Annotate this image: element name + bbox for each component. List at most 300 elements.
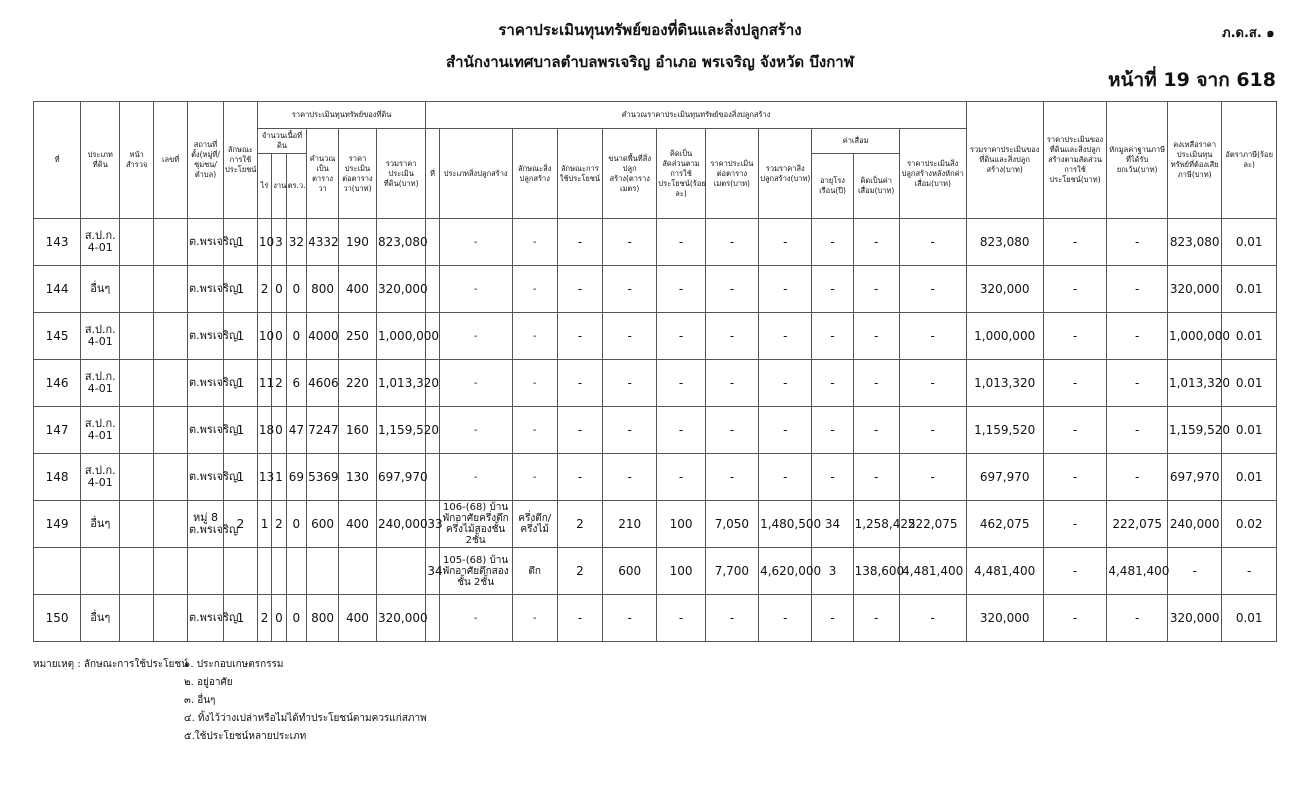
cell-bldg-total: - bbox=[759, 595, 812, 642]
cell-land-total bbox=[376, 548, 425, 595]
cell-usage: 2 bbox=[223, 501, 257, 548]
cell-dep: 1,258,425 bbox=[853, 501, 899, 548]
cell-bldg-type: - bbox=[439, 360, 512, 407]
cell-ngan: 0 bbox=[272, 595, 286, 642]
col-usage-pct: คิดเป็นสัดส่วนตามการใช้ประโยชน์(ร้อยละ) bbox=[657, 129, 705, 219]
cell-bldg-usage: - bbox=[557, 454, 602, 501]
col-tax-rate: อัตราภาษี(ร้อยละ) bbox=[1222, 102, 1277, 219]
cell-bldg-area: 600 bbox=[602, 548, 656, 595]
note-item: ๔. ทิ้งไว้ว่างเปล่าหรือไม่ได้ทำประโยชน์ตามควรแก่สภาพ bbox=[184, 713, 427, 724]
note-item: ๒. อยู่อาศัย bbox=[184, 677, 233, 688]
cell-rate: 0.01 bbox=[1222, 407, 1277, 454]
cell-age: - bbox=[812, 313, 853, 360]
cell-ngan: 0 bbox=[272, 266, 286, 313]
cell-proportional: - bbox=[1043, 219, 1107, 266]
cell-bldg-area: - bbox=[602, 219, 656, 266]
cell-rai: 10 bbox=[257, 219, 271, 266]
col-land-total: รวมราคาประเมินที่ดิน(บาท) bbox=[376, 129, 425, 219]
cell-land-total: 823,080 bbox=[376, 219, 425, 266]
group-land-assessment: ราคาประเมินทุนทรัพย์ของที่ดิน bbox=[257, 102, 425, 129]
cell-bldg-area: - bbox=[602, 313, 656, 360]
cell-bldg-type: - bbox=[439, 454, 512, 501]
cell-deduction: - bbox=[1107, 266, 1168, 313]
cell-no: 143 bbox=[34, 219, 81, 266]
cell-sqwa: 69 bbox=[286, 454, 307, 501]
cell-price-sqm: 7,050 bbox=[705, 501, 758, 548]
cell-bldg-usage: - bbox=[557, 595, 602, 642]
cell-usage-pct: - bbox=[657, 595, 705, 642]
cell-bldg-kind: - bbox=[512, 266, 557, 313]
cell-dep: - bbox=[853, 219, 899, 266]
cell-remaining: 1,013,320 bbox=[1167, 360, 1221, 407]
note-item: ๑. ประกอบเกษตรกรรม bbox=[184, 659, 284, 670]
cell-price-sqm: - bbox=[705, 219, 758, 266]
cell-sqwa: 0 bbox=[286, 266, 307, 313]
cell-usage-pct: - bbox=[657, 219, 705, 266]
table-row bbox=[34, 266, 1277, 313]
col-bldg-after-dep: ราคาประเมินสิ่งปลูกสร้างหลังหักค่าเสื่อม(บาท) bbox=[899, 129, 966, 219]
cell-usage: 1 bbox=[223, 313, 257, 360]
cell-bldg-total: 4,620,000 bbox=[759, 548, 812, 595]
cell-bldg-total: 1,480,500 bbox=[759, 501, 812, 548]
cell-price: 400 bbox=[338, 595, 376, 642]
cell-survey-page bbox=[120, 595, 154, 642]
cell-sqwa-total: 7247 bbox=[307, 407, 339, 454]
cell-deduction: 4,481,400 bbox=[1107, 548, 1168, 595]
cell-bldg-usage: - bbox=[557, 266, 602, 313]
cell-bldg-area: - bbox=[602, 266, 656, 313]
cell-usage: 1 bbox=[223, 595, 257, 642]
form-code: ภ.ด.ส. ๑ bbox=[1222, 26, 1275, 41]
cell-price: 130 bbox=[338, 454, 376, 501]
cell-survey-page bbox=[120, 501, 154, 548]
cell-age: - bbox=[812, 407, 853, 454]
cell-rai: 13 bbox=[257, 454, 271, 501]
col-number: เลขที่ bbox=[154, 102, 188, 219]
cell-deduction: - bbox=[1107, 313, 1168, 360]
cell-number bbox=[154, 501, 188, 548]
cell-usage-pct: 100 bbox=[657, 548, 705, 595]
col-location: สถานที่ตั้ง(หมู่ที่/ชุมชน/ตำบล) bbox=[188, 102, 224, 219]
cell-land-type: ส.ป.ก. 4-01 bbox=[81, 360, 120, 407]
cell-location: ต.พรเจริญ bbox=[188, 360, 224, 407]
cell-bldg-usage: - bbox=[557, 360, 602, 407]
cell-land-type: อื่นๆ bbox=[81, 501, 120, 548]
cell-after-dep: - bbox=[899, 407, 966, 454]
table-row bbox=[34, 595, 1277, 642]
cell-land-type: ส.ป.ก. 4-01 bbox=[81, 313, 120, 360]
cell-bldg-usage: 2 bbox=[557, 501, 602, 548]
cell-rai: 11 bbox=[257, 360, 271, 407]
cell-location: ต.พรเจริญ bbox=[188, 407, 224, 454]
cell-after-dep: 222,075 bbox=[899, 501, 966, 548]
cell-after-dep: - bbox=[899, 266, 966, 313]
cell-bldg-kind: - bbox=[512, 360, 557, 407]
cell-price-sqm: - bbox=[705, 266, 758, 313]
cell-bldg-total: - bbox=[759, 360, 812, 407]
cell-number bbox=[154, 454, 188, 501]
cell-rate: 0.01 bbox=[1222, 454, 1277, 501]
cell-remaining: 320,000 bbox=[1167, 266, 1221, 313]
cell-rai: 10 bbox=[257, 313, 271, 360]
cell-after-dep: - bbox=[899, 595, 966, 642]
cell-sqwa: 0 bbox=[286, 501, 307, 548]
cell-survey-page bbox=[120, 219, 154, 266]
col-ngan: งาน bbox=[272, 154, 286, 219]
note-item: ๓. อื่นๆ bbox=[184, 695, 216, 706]
cell-age: 3 bbox=[812, 548, 853, 595]
cell-bldg-kind: - bbox=[512, 454, 557, 501]
cell-proportional: - bbox=[1043, 595, 1107, 642]
cell-number bbox=[154, 407, 188, 454]
cell-bldg-area: - bbox=[602, 454, 656, 501]
document-title: ราคาประเมินทุนทรัพย์ของที่ดินและสิ่งปลูกสร้าง bbox=[498, 21, 802, 39]
cell-number bbox=[154, 360, 188, 407]
cell-land-type bbox=[81, 548, 120, 595]
cell-land-total: 1,000,000 bbox=[376, 313, 425, 360]
cell-price: 250 bbox=[338, 313, 376, 360]
cell-number bbox=[154, 219, 188, 266]
cell-number bbox=[154, 266, 188, 313]
table-row bbox=[34, 219, 1277, 266]
cell-usage: 1 bbox=[223, 360, 257, 407]
cell-deduction: 222,075 bbox=[1107, 501, 1168, 548]
cell-sqwa bbox=[286, 548, 307, 595]
cell-sqwa: 6 bbox=[286, 360, 307, 407]
cell-location: ต.พรเจริญ bbox=[188, 219, 224, 266]
cell-remaining: 1,159,520 bbox=[1167, 407, 1221, 454]
notes-list bbox=[184, 656, 427, 746]
cell-grand-total: 320,000 bbox=[966, 595, 1043, 642]
table-row bbox=[34, 454, 1277, 501]
cell-proportional: - bbox=[1043, 360, 1107, 407]
cell-price: 160 bbox=[338, 407, 376, 454]
cell-sqwa-total bbox=[307, 548, 339, 595]
cell-after-dep: - bbox=[899, 219, 966, 266]
cell-ngan: 3 bbox=[272, 219, 286, 266]
cell-bldg-area: 210 bbox=[602, 501, 656, 548]
cell-price-sqm: - bbox=[705, 313, 758, 360]
cell-age: - bbox=[812, 360, 853, 407]
cell-location: ต.พรเจริญ bbox=[188, 313, 224, 360]
cell-remaining: 1,000,000 bbox=[1167, 313, 1221, 360]
col-bldg-kind: ลักษณะสิ่งปลูกสร้าง bbox=[512, 129, 557, 219]
cell-proportional: - bbox=[1043, 548, 1107, 595]
group-depreciation: ค่าเสื่อม bbox=[812, 129, 899, 154]
cell-sqwa-total: 4332 bbox=[307, 219, 339, 266]
col-price-per-sqwa: ราคาประเมินต่อตารางวา(บาท) bbox=[338, 129, 376, 219]
cell-usage bbox=[223, 548, 257, 595]
cell-usage-pct: - bbox=[657, 360, 705, 407]
cell-land-type: อื่นๆ bbox=[81, 266, 120, 313]
cell-price-sqm: - bbox=[705, 360, 758, 407]
cell-dep: - bbox=[853, 595, 899, 642]
cell-bldg-total: - bbox=[759, 407, 812, 454]
cell-bldg-kind: - bbox=[512, 595, 557, 642]
col-deduction: หักมูลค่าฐานภาษีที่ได้รับยกเว้น(บาท) bbox=[1107, 102, 1168, 219]
cell-age: - bbox=[812, 219, 853, 266]
cell-number bbox=[154, 313, 188, 360]
cell-proportional: - bbox=[1043, 313, 1107, 360]
cell-survey-page bbox=[120, 313, 154, 360]
cell-sqwa: 0 bbox=[286, 595, 307, 642]
cell-ngan: 2 bbox=[272, 501, 286, 548]
group-land-area: จำนวนเนื้อที่ดิน bbox=[257, 129, 306, 154]
cell-dep: - bbox=[853, 266, 899, 313]
cell-number bbox=[154, 595, 188, 642]
cell-rate: 0.02 bbox=[1222, 501, 1277, 548]
cell-price: 220 bbox=[338, 360, 376, 407]
table-body bbox=[34, 219, 1277, 642]
cell-age: - bbox=[812, 266, 853, 313]
cell-bldg-kind: - bbox=[512, 219, 557, 266]
cell-rai bbox=[257, 548, 271, 595]
cell-land-total: 320,000 bbox=[376, 266, 425, 313]
cell-location: ต.พรเจริญ bbox=[188, 454, 224, 501]
table-row bbox=[34, 313, 1277, 360]
col-survey-page: หน้าสำรวจ bbox=[120, 102, 154, 219]
cell-bldg-type: - bbox=[439, 266, 512, 313]
cell-dep: - bbox=[853, 454, 899, 501]
cell-usage: 1 bbox=[223, 266, 257, 313]
cell-land-total: 697,970 bbox=[376, 454, 425, 501]
cell-sqwa-total: 600 bbox=[307, 501, 339, 548]
cell-land-total: 320,000 bbox=[376, 595, 425, 642]
cell-deduction: - bbox=[1107, 454, 1168, 501]
cell-deduction: - bbox=[1107, 219, 1168, 266]
cell-bldg-kind: ตึก bbox=[512, 548, 557, 595]
cell-dep: - bbox=[853, 313, 899, 360]
cell-bldg-usage: - bbox=[557, 313, 602, 360]
cell-sqwa: 0 bbox=[286, 313, 307, 360]
cell-bldg-type: 105-(68) บ้านพักอาศัยตึกสองชั้น 2ชั้น bbox=[439, 548, 512, 595]
cell-bldg-total: - bbox=[759, 454, 812, 501]
cell-bldg-usage: 2 bbox=[557, 548, 602, 595]
cell-usage-pct: 100 bbox=[657, 501, 705, 548]
notes-section bbox=[33, 656, 427, 742]
cell-rate: 0.01 bbox=[1222, 266, 1277, 313]
cell-grand-total: 1,159,520 bbox=[966, 407, 1043, 454]
cell-age: - bbox=[812, 595, 853, 642]
cell-location: หมู่ 8 ต.พรเจริญ bbox=[188, 501, 224, 548]
cell-remaining: 697,970 bbox=[1167, 454, 1221, 501]
cell-sqwa: 32 bbox=[286, 219, 307, 266]
cell-survey-page bbox=[120, 407, 154, 454]
cell-rai: 18 bbox=[257, 407, 271, 454]
cell-remaining: 823,080 bbox=[1167, 219, 1221, 266]
cell-bldg-no: 34 bbox=[426, 548, 439, 595]
cell-land-type: ส.ป.ก. 4-01 bbox=[81, 407, 120, 454]
col-grand-total: รวมราคาประเมินของที่ดินและสิ่งปลูกสร้าง(บาท) bbox=[966, 102, 1043, 219]
cell-age: - bbox=[812, 454, 853, 501]
cell-land-type: อื่นๆ bbox=[81, 595, 120, 642]
cell-rate: 0.01 bbox=[1222, 360, 1277, 407]
cell-price-sqm: - bbox=[705, 595, 758, 642]
col-bldg-usage: ลักษณะการใช้ประโยชน์ bbox=[557, 129, 602, 219]
cell-proportional: - bbox=[1043, 266, 1107, 313]
col-bldg-type: ประเภทสิ่งปลูกสร้าง bbox=[439, 129, 512, 219]
col-age: อายุโรงเรือน(ปี) bbox=[812, 154, 853, 219]
cell-bldg-no bbox=[426, 266, 439, 313]
cell-survey-page bbox=[120, 360, 154, 407]
cell-number bbox=[154, 548, 188, 595]
cell-dep: - bbox=[853, 360, 899, 407]
note-item: ๕.ใช้ประโยชน์หลายประเภท bbox=[184, 731, 307, 742]
cell-grand-total: 697,970 bbox=[966, 454, 1043, 501]
cell-deduction: - bbox=[1107, 595, 1168, 642]
cell-bldg-no bbox=[426, 219, 439, 266]
col-bldg-area: ขนาดพื้นที่สิ่งปลูกสร้าง(ตารางเมตร) bbox=[602, 129, 656, 219]
cell-bldg-total: - bbox=[759, 313, 812, 360]
cell-no: 146 bbox=[34, 360, 81, 407]
cell-price-sqm: - bbox=[705, 407, 758, 454]
cell-proportional: - bbox=[1043, 407, 1107, 454]
cell-price: 400 bbox=[338, 266, 376, 313]
cell-grand-total: 462,075 bbox=[966, 501, 1043, 548]
cell-bldg-no bbox=[426, 454, 439, 501]
cell-bldg-usage: - bbox=[557, 219, 602, 266]
cell-price: 190 bbox=[338, 219, 376, 266]
table-row bbox=[34, 407, 1277, 454]
table-row bbox=[34, 501, 1277, 548]
cell-age: 34 bbox=[812, 501, 853, 548]
col-no: ที่ bbox=[34, 102, 81, 219]
cell-rate: 0.01 bbox=[1222, 219, 1277, 266]
page-number: หน้าที่ 19 จาก 618 bbox=[1108, 69, 1276, 91]
cell-sqwa-total: 800 bbox=[307, 595, 339, 642]
table-row bbox=[34, 548, 1277, 595]
cell-rate: 0.01 bbox=[1222, 313, 1277, 360]
col-land-type: ประเภทที่ดิน bbox=[81, 102, 120, 219]
cell-remaining: 320,000 bbox=[1167, 595, 1221, 642]
cell-ngan bbox=[272, 548, 286, 595]
cell-land-total: 1,013,320 bbox=[376, 360, 425, 407]
cell-land-total: 1,159,520 bbox=[376, 407, 425, 454]
cell-sqwa-total: 5369 bbox=[307, 454, 339, 501]
cell-bldg-total: - bbox=[759, 219, 812, 266]
cell-bldg-area: - bbox=[602, 407, 656, 454]
col-bldg-total: รวมราคาสิ่งปลูกสร้าง(บาท) bbox=[759, 129, 812, 219]
assessment-table bbox=[33, 101, 1277, 642]
cell-after-dep: - bbox=[899, 360, 966, 407]
cell-price-sqm: 7,700 bbox=[705, 548, 758, 595]
col-sqwa: ตร.ว. bbox=[286, 154, 307, 219]
cell-no bbox=[34, 548, 81, 595]
col-remaining: คงเหลือราคาประเมินทุนทรัพย์ที่ต้องเสียภาษี(บาท) bbox=[1167, 102, 1221, 219]
cell-bldg-type: - bbox=[439, 313, 512, 360]
cell-land-type: ส.ป.ก. 4-01 bbox=[81, 454, 120, 501]
cell-bldg-kind: - bbox=[512, 407, 557, 454]
cell-location: ต.พรเจริญ bbox=[188, 266, 224, 313]
cell-land-type: ส.ป.ก. 4-01 bbox=[81, 219, 120, 266]
cell-price bbox=[338, 548, 376, 595]
cell-dep: 138,600 bbox=[853, 548, 899, 595]
table-row bbox=[34, 360, 1277, 407]
col-bldg-no: ที่ bbox=[426, 129, 439, 219]
cell-proportional: - bbox=[1043, 454, 1107, 501]
cell-usage: 1 bbox=[223, 407, 257, 454]
cell-usage: 1 bbox=[223, 454, 257, 501]
cell-deduction: - bbox=[1107, 360, 1168, 407]
cell-rai: 2 bbox=[257, 266, 271, 313]
cell-survey-page bbox=[120, 454, 154, 501]
cell-grand-total: 320,000 bbox=[966, 266, 1043, 313]
cell-sqwa: 47 bbox=[286, 407, 307, 454]
cell-rate: 0.01 bbox=[1222, 595, 1277, 642]
cell-bldg-usage: - bbox=[557, 407, 602, 454]
cell-no: 145 bbox=[34, 313, 81, 360]
cell-location bbox=[188, 548, 224, 595]
cell-bldg-type: - bbox=[439, 595, 512, 642]
cell-remaining: 240,000 bbox=[1167, 501, 1221, 548]
cell-rai: 1 bbox=[257, 501, 271, 548]
cell-rai: 2 bbox=[257, 595, 271, 642]
cell-price: 400 bbox=[338, 501, 376, 548]
col-rai: ไร่ bbox=[257, 154, 271, 219]
cell-bldg-no: 33 bbox=[426, 501, 439, 548]
col-price-per-sqm: ราคาประเมินต่อตารางเมตร(บาท) bbox=[705, 129, 758, 219]
cell-location: ต.พรเจริญ bbox=[188, 595, 224, 642]
cell-sqwa-total: 800 bbox=[307, 266, 339, 313]
cell-no: 150 bbox=[34, 595, 81, 642]
cell-rate: - bbox=[1222, 548, 1277, 595]
cell-sqwa-total: 4000 bbox=[307, 313, 339, 360]
cell-after-dep: - bbox=[899, 454, 966, 501]
cell-bldg-no bbox=[426, 595, 439, 642]
cell-after-dep: - bbox=[899, 313, 966, 360]
cell-grand-total: 823,080 bbox=[966, 219, 1043, 266]
cell-price-sqm: - bbox=[705, 454, 758, 501]
col-proportional: ราคาประเมินของที่ดินและสิ่งปลูกสร้างตามสัดส่วนการใช้ประโยชน์(บาท) bbox=[1043, 102, 1107, 219]
cell-ngan: 2 bbox=[272, 360, 286, 407]
cell-bldg-type: 106-(68) บ้านพักอาศัยครึ่งตึกครึ่งไม้สองชั้น 2ชั้น bbox=[439, 501, 512, 548]
cell-bldg-type: - bbox=[439, 219, 512, 266]
cell-remaining: - bbox=[1167, 548, 1221, 595]
col-dep-amount: คิดเป็นค่าเสื่อม(บาท) bbox=[853, 154, 899, 219]
cell-bldg-type: - bbox=[439, 407, 512, 454]
cell-no: 149 bbox=[34, 501, 81, 548]
cell-ngan: 0 bbox=[272, 407, 286, 454]
cell-usage: 1 bbox=[223, 219, 257, 266]
cell-no: 148 bbox=[34, 454, 81, 501]
cell-deduction: - bbox=[1107, 407, 1168, 454]
col-sqwa-total: คำนวณเป็นตารางวา bbox=[307, 129, 339, 219]
cell-usage-pct: - bbox=[657, 313, 705, 360]
cell-no: 144 bbox=[34, 266, 81, 313]
cell-no: 147 bbox=[34, 407, 81, 454]
cell-bldg-kind: ครึ่งตึก/ครึ่งไม้ bbox=[512, 501, 557, 548]
cell-proportional: - bbox=[1043, 501, 1107, 548]
cell-usage-pct: - bbox=[657, 454, 705, 501]
group-building-assessment: คำนวณราคาประเมินทุนทรัพย์ของสิ่งปลูกสร้าง bbox=[426, 102, 966, 129]
cell-bldg-area: - bbox=[602, 595, 656, 642]
cell-grand-total: 1,013,320 bbox=[966, 360, 1043, 407]
notes-label: หมายเหตุ : ลักษณะการใช้ประโยชน์ bbox=[33, 659, 188, 670]
cell-grand-total: 1,000,000 bbox=[966, 313, 1043, 360]
cell-dep: - bbox=[853, 407, 899, 454]
cell-usage-pct: - bbox=[657, 407, 705, 454]
cell-survey-page bbox=[120, 266, 154, 313]
col-usage-type: ลักษณะการใช้ประโยชน์ bbox=[223, 102, 257, 219]
cell-bldg-area: - bbox=[602, 360, 656, 407]
cell-land-total: 240,000 bbox=[376, 501, 425, 548]
cell-bldg-kind: - bbox=[512, 313, 557, 360]
cell-bldg-total: - bbox=[759, 266, 812, 313]
cell-grand-total: 4,481,400 bbox=[966, 548, 1043, 595]
cell-ngan: 1 bbox=[272, 454, 286, 501]
cell-sqwa-total: 4606 bbox=[307, 360, 339, 407]
cell-usage-pct: - bbox=[657, 266, 705, 313]
